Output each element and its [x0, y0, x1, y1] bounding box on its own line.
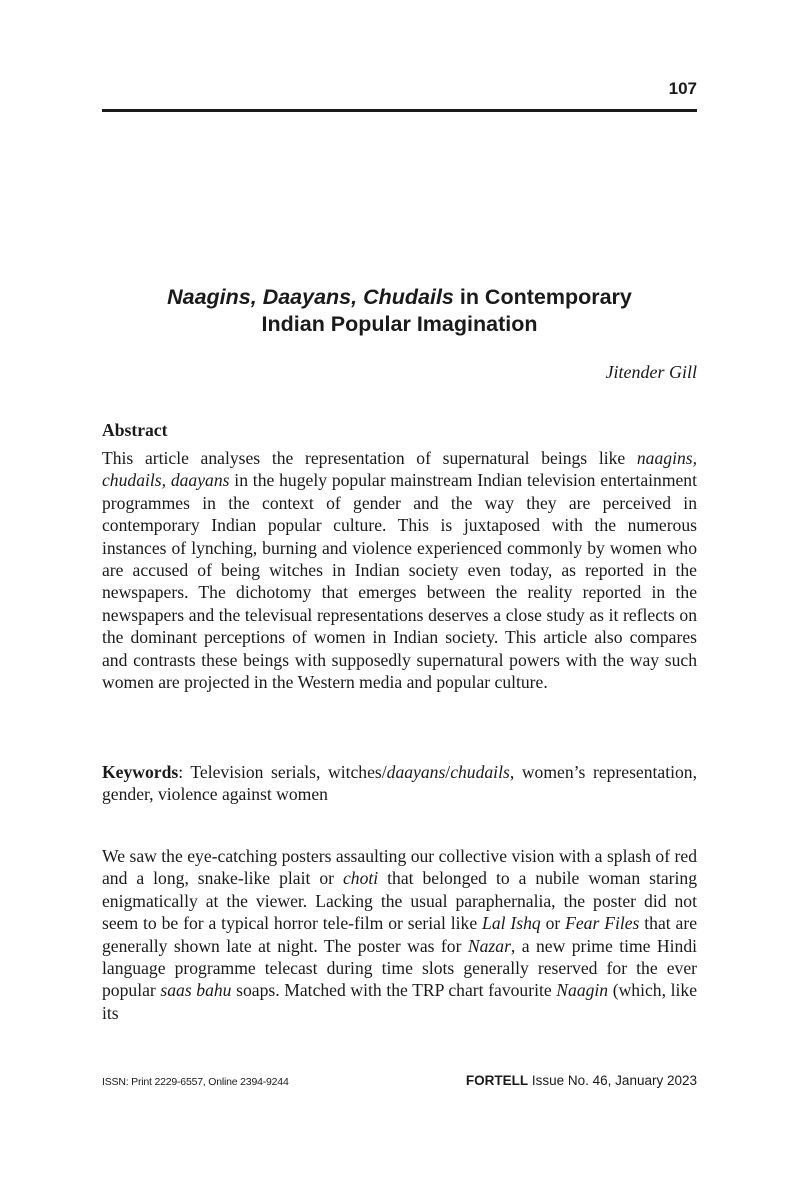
footer-issn: ISSN: Print 2229-6557, Online 2394-9244 [102, 1076, 289, 1088]
text-run: soaps. Matched with the TRP chart favourite [231, 980, 557, 1001]
abstract-text [102, 447, 697, 693]
text-run: (which, like its [102, 980, 698, 1023]
text-run: in the hugely popular mainstream Indian television entertainment programmes in the context of gender and the way they are perceived in contemporary Indian popular culture. This is juxtaposed with the numerous instances of lynching, burning and violence experienced commonly by women who are accused of being witches in Indian society even today, as reported in the newspapers. The dichotomy that emerges between the reality reported in the newspapers and the televisual representations deserves a close study as it reflects on the dominant perceptions of women in Indian society. This article also compares and contrasts these beings with supposedly supernatural powers with the way such women are projected in the Western media and popular culture. [102, 470, 697, 693]
text-run: We saw the eye-catching posters assaulting our collective vision with a splash of red and a long, snake-like plait or [102, 846, 697, 889]
italic-text-run: naagins, chudails, daayans [102, 448, 697, 491]
text-run: : Television serials, witches/ [178, 762, 387, 782]
title-line2: Indian Popular Imagination [261, 312, 538, 336]
journal-brand: FORTELL [465, 1073, 529, 1088]
italic-text-run: Naagin [556, 980, 609, 1001]
italic-text-run: Lal Ishq [482, 913, 541, 934]
text-run: that are generally shown late at night. The poster was for [102, 913, 697, 956]
text-run: , a new prime time Hindi language programme telecast during time slots generally reserved for the ever popular [102, 935, 698, 1001]
abstract-heading: Abstract [102, 420, 168, 440]
text-run: / [445, 762, 451, 782]
italic-text-run: daayans [386, 762, 446, 782]
italic-text-run: chudails [450, 762, 510, 782]
page-number: 107 [668, 79, 697, 98]
keywords [102, 761, 697, 806]
article-title [102, 284, 697, 338]
italic-text-run: choti [342, 868, 379, 889]
author-name: Jitender Gill [605, 362, 697, 382]
body-paragraph [102, 845, 697, 1024]
text-run: or [540, 913, 566, 934]
header-rule [102, 109, 697, 112]
text-run: This article analyses the representation of supernatural beings like [102, 448, 637, 468]
footer-issue [466, 1073, 697, 1088]
italic-text-run: Fear Files [565, 913, 640, 934]
title-italic-part: Naagins, Daayans, Chudails [167, 285, 454, 309]
title-rest-line1: in Contemporary [453, 285, 632, 309]
keywords-label: Keywords [102, 762, 179, 782]
italic-text-run: saas bahu [160, 980, 232, 1001]
text-run: , women’s representation, gender, violence against women [102, 762, 698, 805]
italic-text-run: Nazar [467, 935, 511, 956]
issue-info: Issue No. 46, January 2023 [528, 1073, 697, 1088]
text-run: that belonged to a nubile woman staring enigmatically at the viewer. Lacking the usual paraphernalia, the poster did not seem to be for a typical horror tele-film or serial like [102, 868, 697, 934]
